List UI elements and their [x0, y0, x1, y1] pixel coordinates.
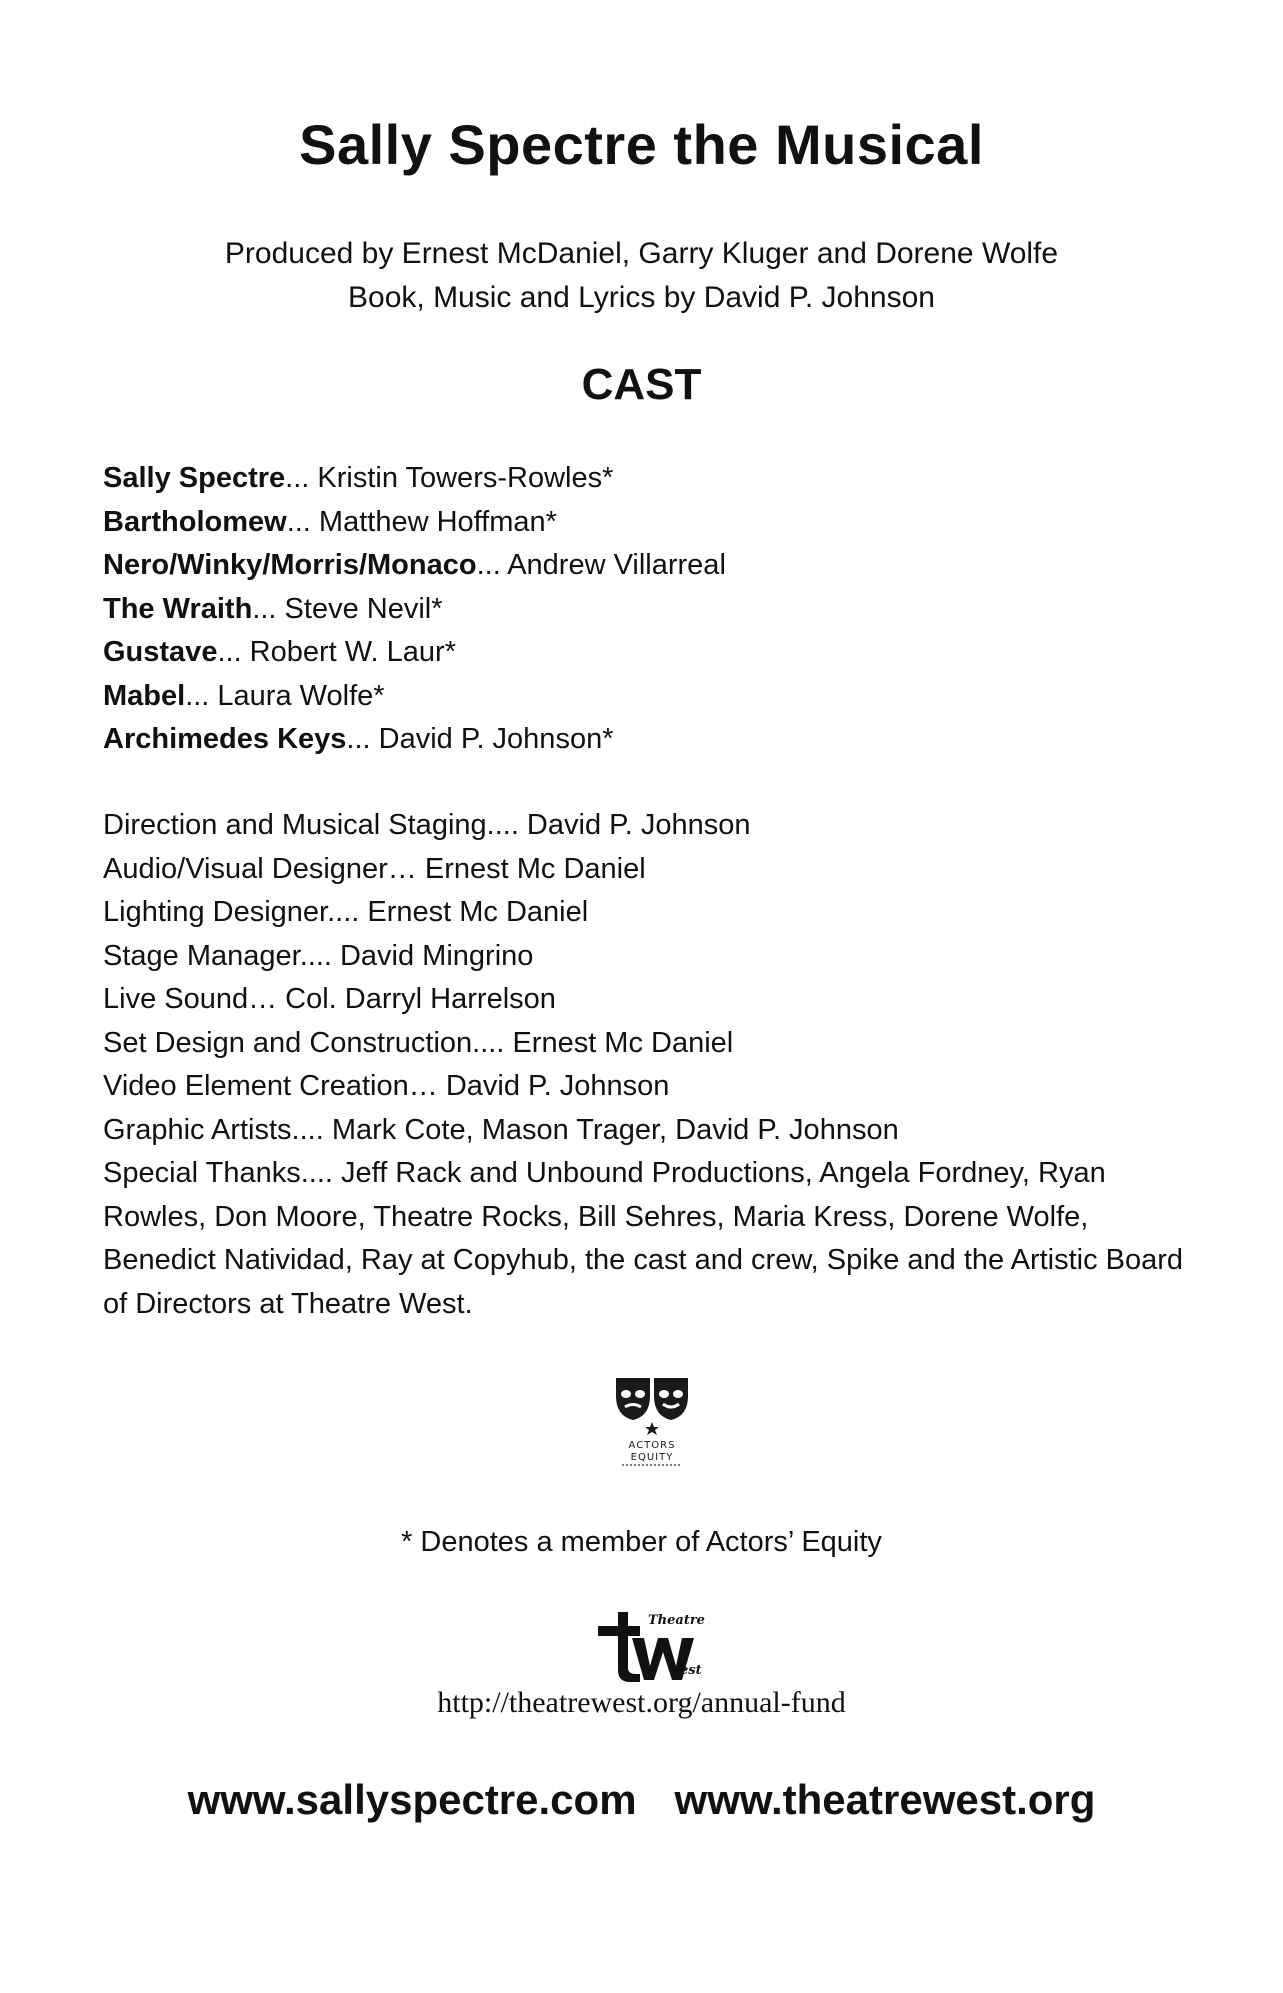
cast-actor: ... Laura Wolfe*: [185, 679, 385, 712]
crew-row: Audio/Visual Designer… Ernest Mc Daniel: [103, 852, 646, 885]
cast-actor: ... Robert W. Laur*: [217, 636, 456, 668]
cast-heading: CAST: [581, 360, 702, 409]
crew-row: Stage Manager.... David Mingrino: [103, 939, 534, 972]
production-credits: [0, 232, 1283, 320]
cast-row: [103, 544, 1203, 588]
book-music-lyrics-line: Book, Music and Lyrics by David P. Johnson: [348, 281, 935, 314]
actors-equity-masks-icon: [614, 1376, 690, 1473]
cast-list: [103, 457, 1203, 762]
cast-actor: ... Kristin Towers-Rowles*: [285, 462, 614, 494]
crew-row: Lighting Designer.... Ernest Mc Daniel: [103, 896, 589, 928]
crew-row: Graphic Artists.... Mark Cote, Mason Trager, David P. Johnson: [103, 1113, 899, 1146]
cast-row: [103, 588, 1203, 632]
svg-text:EQUITY: EQUITY: [630, 1452, 674, 1463]
cast-actor: ... David P. Johnson*: [346, 723, 614, 755]
cast-role: The Wraith: [103, 592, 253, 625]
cast-role: Archimedes Keys: [103, 723, 347, 755]
cast-row: [103, 718, 1203, 762]
websites: [0, 1776, 1283, 1824]
special-thanks: Special Thanks.... Jeff Rack and Unbound Productions, Angela Fordney, Ryan Rowles, Don Moore, Theatre Rocks, Bill Sehres, Maria Kress, Dorene Wolfe, Benedict Natividad, Ray at Copyhub, the cast and crew, Spike and the Artistic Board of Directors at Theatre West.: [103, 1157, 1184, 1320]
crew-row: Video Element Creation… David P. Johnson: [103, 1070, 670, 1102]
svg-text:est: est: [680, 1663, 702, 1678]
cast-role: Bartholomew: [103, 505, 287, 538]
svg-text:Theatre: Theatre: [648, 1613, 705, 1628]
cast-row: [103, 501, 1203, 545]
crew-row: Live Sound… Col. Darryl Harrelson: [103, 983, 556, 1015]
cast-actor: ... Andrew Villarreal: [476, 549, 726, 581]
equity-note: * Denotes a member of Actors’ Equity: [401, 1526, 882, 1558]
theatre-west-tw-icon: [596, 1608, 708, 1689]
page-title: Sally Spectre the Musical: [299, 113, 984, 176]
cast-role: Sally Spectre: [103, 462, 286, 494]
sallyspectre-website-link[interactable]: www.sallyspectre.com: [187, 1776, 637, 1823]
crew-row: Set Design and Construction.... Ernest Mc Daniel: [103, 1026, 734, 1059]
cast-role: Nero/Winky/Morris/Monaco: [103, 549, 477, 581]
svg-text:ACTORS: ACTORS: [628, 1440, 676, 1451]
theatrewest-website-link[interactable]: www.theatrewest.org: [674, 1776, 1096, 1823]
annual-fund-link[interactable]: http://theatrewest.org/annual-fund: [437, 1686, 846, 1719]
cast-role: Gustave: [103, 636, 218, 668]
cast-row: [103, 457, 1203, 501]
crew-row: Direction and Musical Staging.... David P. Johnson: [103, 809, 751, 841]
crew-list: [103, 804, 1203, 1326]
cast-actor: ... Steve Nevil*: [252, 592, 443, 625]
cast-role: Mabel: [103, 679, 186, 712]
produced-by-line: Produced by Ernest McDaniel, Garry Kluger and Dorene Wolfe: [224, 237, 1059, 270]
cast-row: [103, 675, 1203, 719]
cast-row: [103, 631, 1203, 675]
cast-actor: ... Matthew Hoffman*: [286, 505, 557, 538]
